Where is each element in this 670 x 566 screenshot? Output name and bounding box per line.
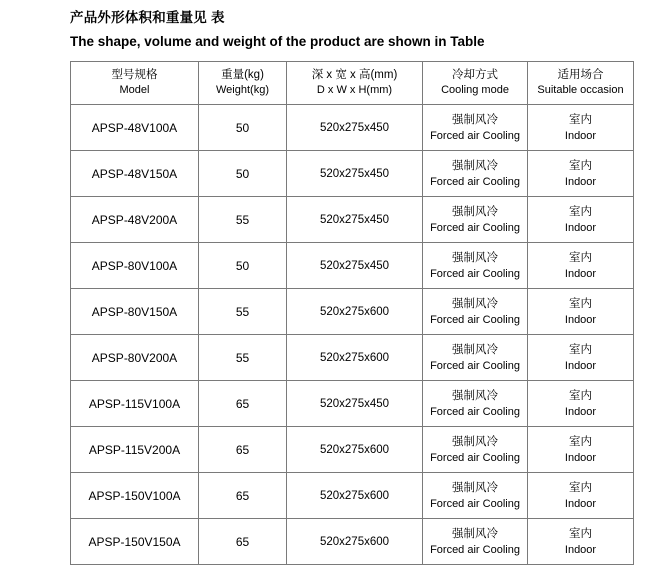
column-header-weight-en: Weight(kg) [216,84,269,96]
table-header [71,62,634,105]
cell-cooling-cn: 强制风冷 [452,251,498,264]
heading-chinese: 产品外形体积和重量见 表 [70,10,225,25]
table-row [71,519,634,565]
cell-occasion-cn: 室内 [569,159,592,172]
cell-cooling-en: Forced air Cooling [430,267,520,280]
cell-cooling-en: Forced air Cooling [430,175,520,188]
table-row [71,473,634,519]
table-body [71,105,634,565]
cell-model: APSP-48V150A [71,151,199,197]
cell-dimensions: 520x275x450 [287,381,423,427]
cell-occasion-cn: 室内 [569,113,592,126]
cell-model: APSP-80V100A [71,243,199,289]
cell-cooling [423,381,528,427]
cell-dimensions: 520x275x450 [287,243,423,289]
cell-cooling-en: Forced air Cooling [430,405,520,418]
product-spec-table [70,61,634,565]
cell-occasion-cn: 室内 [569,435,592,448]
cell-occasion-en: Indoor [564,543,597,556]
cell-cooling [423,473,528,519]
column-header-cooling [423,62,528,105]
table-row [71,151,634,197]
column-header-occasion-en: Suitable occasion [537,84,624,96]
table-row [71,243,634,289]
cell-occasion [528,105,634,151]
heading-english: The shape, volume and weight of the product are shown in Table [70,34,485,49]
cell-dimensions: 520x275x600 [287,335,423,381]
cell-cooling-en: Forced air Cooling [430,497,520,510]
column-header-occasion-cn: 适用场合 [557,69,604,81]
column-header-weight-cn: 重量(kg) [221,69,264,81]
cell-cooling-cn: 强制风冷 [452,113,498,126]
column-header-cooling-en: Cooling mode [441,84,509,96]
cell-weight: 50 [199,151,287,197]
cell-occasion-en: Indoor [564,313,597,326]
cell-occasion-en: Indoor [564,129,597,142]
cell-weight: 55 [199,335,287,381]
table-row [71,289,634,335]
cell-weight: 50 [199,105,287,151]
cell-cooling [423,427,528,473]
cell-occasion-cn: 室内 [569,481,592,494]
table-row [71,197,634,243]
cell-weight: 65 [199,519,287,565]
column-header-weight [199,62,287,105]
cell-cooling-cn: 强制风冷 [452,389,498,402]
table-row [71,335,634,381]
cell-cooling [423,105,528,151]
cell-model: APSP-48V200A [71,197,199,243]
cell-cooling-en: Forced air Cooling [430,359,520,372]
cell-dimensions: 520x275x450 [287,197,423,243]
cell-cooling-cn: 强制风冷 [452,205,498,218]
cell-cooling-en: Forced air Cooling [430,543,520,556]
cell-occasion-en: Indoor [564,175,597,188]
column-header-dimensions-en: D x W x H(mm) [316,84,393,96]
cell-dimensions: 520x275x600 [287,289,423,335]
table-header-row [71,62,634,105]
cell-occasion-cn: 室内 [569,343,592,356]
cell-occasion-cn: 室内 [569,251,592,264]
cell-occasion-cn: 室内 [569,205,592,218]
cell-model: APSP-80V150A [71,289,199,335]
cell-cooling [423,519,528,565]
column-header-dimensions-cn: 深 x 宽 x 高(mm) [311,69,398,81]
table-row [71,381,634,427]
cell-occasion-cn: 室内 [569,389,592,402]
cell-occasion [528,473,634,519]
cell-occasion-en: Indoor [564,405,597,418]
cell-weight: 50 [199,243,287,289]
cell-dimensions: 520x275x600 [287,519,423,565]
cell-cooling-cn: 强制风冷 [452,297,498,310]
cell-cooling-cn: 强制风冷 [452,343,498,356]
column-header-cooling-cn: 冷却方式 [452,69,498,81]
cell-occasion-en: Indoor [564,267,597,280]
table-row [71,427,634,473]
column-header-model-cn: 型号规格 [111,69,158,81]
cell-cooling-en: Forced air Cooling [430,313,520,326]
cell-cooling-en: Forced air Cooling [430,451,520,464]
column-header-occasion [528,62,634,105]
cell-cooling [423,289,528,335]
cell-model: APSP-80V200A [71,335,199,381]
cell-cooling-cn: 强制风冷 [452,527,498,540]
column-header-dimensions [287,62,423,105]
cell-occasion [528,289,634,335]
cell-cooling-cn: 强制风冷 [452,159,498,172]
cell-cooling-cn: 强制风冷 [452,435,498,448]
cell-occasion [528,427,634,473]
cell-occasion [528,519,634,565]
cell-occasion-en: Indoor [564,497,597,510]
cell-weight: 65 [199,381,287,427]
cell-cooling-en: Forced air Cooling [430,129,520,142]
cell-occasion-cn: 室内 [569,297,592,310]
cell-occasion-cn: 室内 [569,527,592,540]
cell-model: APSP-48V100A [71,105,199,151]
cell-cooling [423,243,528,289]
cell-cooling-en: Forced air Cooling [430,221,520,234]
cell-cooling [423,197,528,243]
cell-occasion [528,243,634,289]
cell-weight: 55 [199,289,287,335]
cell-occasion-en: Indoor [564,359,597,372]
cell-model: APSP-150V100A [71,473,199,519]
cell-dimensions: 520x275x600 [287,427,423,473]
cell-dimensions: 520x275x600 [287,473,423,519]
cell-model: APSP-115V100A [71,381,199,427]
table-row [71,105,634,151]
cell-dimensions: 520x275x450 [287,105,423,151]
column-header-model [71,62,199,105]
heading-block [0,0,670,52]
cell-occasion-en: Indoor [564,221,597,234]
cell-occasion [528,381,634,427]
cell-dimensions: 520x275x450 [287,151,423,197]
cell-model: APSP-115V200A [71,427,199,473]
column-header-model-en: Model [119,84,150,96]
cell-cooling [423,335,528,381]
cell-model: APSP-150V150A [71,519,199,565]
cell-occasion-en: Indoor [564,451,597,464]
cell-weight: 65 [199,427,287,473]
cell-weight: 55 [199,197,287,243]
cell-cooling [423,151,528,197]
cell-weight: 65 [199,473,287,519]
cell-cooling-cn: 强制风冷 [452,481,498,494]
cell-occasion [528,335,634,381]
cell-occasion [528,197,634,243]
cell-occasion [528,151,634,197]
